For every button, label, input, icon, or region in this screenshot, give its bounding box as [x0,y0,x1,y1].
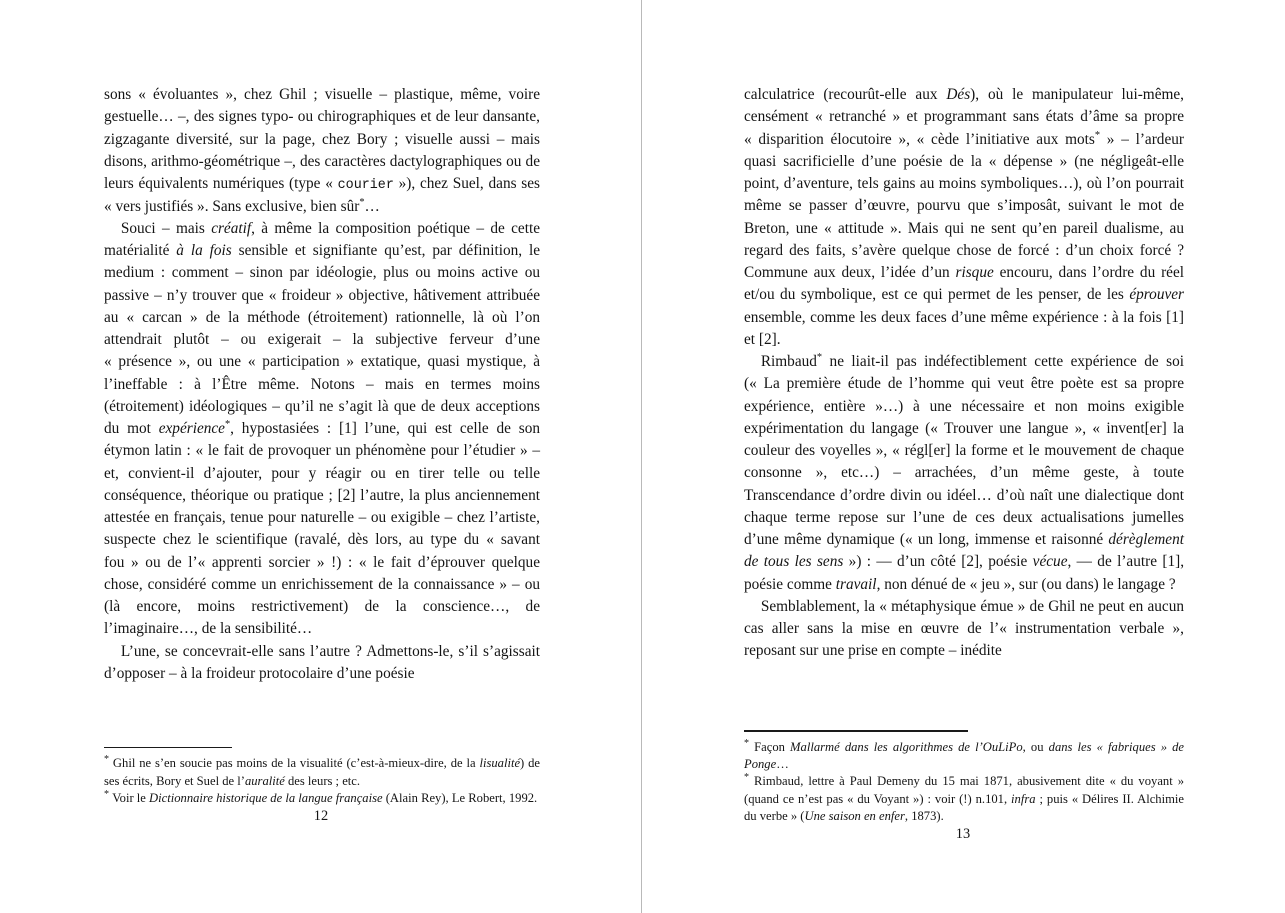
footnote-item: * Façon Mallarmé dans les algorithmes de l’OuLiPo, ou dans les « fabriques » de Ponge… [744,737,1185,772]
paragraph: sons « évoluantes », chez Ghil ; visuelle – plastique, même, voire gestuelle… –, des signes typo- ou chirographiques et de leur dansante, zigzagante diversité, sur la page, chez Bory ; visuelle aussi – mais disons, arithmo-géométrique –, des caractères dactylographiques ou de leurs équivalents numériques (type « courier »), chez Suel, dans ses « vers justifiés ». Sans exclusive, bien sûr*… [104,86,540,215]
left-footnotes [104,747,540,807]
footnote-item: * Rimbaud, lettre à Paul Demeny du 15 mai 1871, abusivement dite « du voyant » (quand ce n’est pas « du Voyant ») : voir (!) n.101, infra ; puis « Délires II. Alchimie du verbe » (Une saison en enfer, 1873). [744,772,1184,823]
left-text-column [104,84,540,685]
inline-monospace: courier [337,178,394,193]
footnote-ref[interactable]: * [1094,129,1101,141]
paragraph: Semblablement, la « métaphysique émue » de Ghil ne peut en aucun cas aller sans la mise en œuvre de l’« instrumentation verbale », reposant sur une prise en compte – inédite [744,597,1184,660]
footnote-ref[interactable]: * [816,351,823,363]
page-left [0,0,642,913]
footnote-item: * Voir le Dictionnaire historique de la langue française (Alain Rey), Le Robert, 1992. [104,788,538,805]
footnote-ref[interactable]: * [359,196,365,208]
footnote-rule [744,730,968,732]
footnote-rule [104,747,232,748]
paragraph: calculatrice (recourût-elle aux Dés), où le manipulateur lui-même, censément « retranché » et programmant sans états d’âme sa propre « disparition élocutoire », « cède l’initiative aux mots* » – l’ardeur quasi sacrificielle d’une poésie de la « dépense » (ne négligeât-elle point, d’aventure, tels gains au moins symboliques…), où l’on pourrait même se passer d’œuvre, pourvu que s’imposât, suivant le mot de Breton, une « attitude ». Mais qui ne sent qu’en pareil dualisme, au regard des faits, s’avère quelque chose de forcé : d’un choix forcé ? Commune aux deux, l’idée d’un risque encouru, dans l’ordre du réel et/ou du symbolique, est ce qui permet de les penser, de les éprouver ensemble, comme les deux faces d’une même expérience : à la fois [1] et [2]. [744,86,1184,348]
paragraph: Rimbaud* ne liait-il pas indéfectiblement cette expérience de soi (« La première étude de l’homme qui veut être poète est sa propre expérience, entière »…) à une nécessaire et non moins exigible expérimentation du langage (« Trouver une langue », « invent[er] la couleur des voyelles », « régl[er] la forme et le mouvement de chaque consonne », etc…) – arrachées, d’un même geste, à toute Transcendance d’ordre divin ou idéel… d’où naît une dialectique dont chaque terme repose sur l’une de ces deux actualisations jumelles d’une même dynamique (« un long, immense et raisonné dérèglement de tous les sens ») : — d’un côté [2], poésie vécue, — de l’autre [1], poésie comme travail, non dénué de « jeu », sur (ou dans) le langage ? [744,351,1185,593]
footnote-ref[interactable]: * [224,418,231,430]
paragraph: Souci – mais créatif, à même la composition poétique – de cette matérialité à la fois sensible et signifiante qu’est, par définition, le medium : comment – sinon par idéologie, plus ou moins active ou passive – n’y trouver que « froideur » objective, hâtivement attribuée au « carcan » de la méthode (étroitement) rationnelle, là où l’on attendrait plutôt – ou exigerait – la subjective ferveur d’une « présence », ou une « participation » extatique, quasi mystique, à l’ineffable : à l’Être même. Notons – mais en termes moins (étroitement) idéologiques – qu’il ne s’agit là que de deux acceptions du mot expérience*, hypostasiées : [1] l’une, qui est celle de son étymon latin : « le fait de provoquer un phénomène pour l’étudier » – et, convient-il d’ajouter, pour y réagir ou en tirer telle ou telle conséquence, théorique ou pratique ; [2] l’autre, la plus anciennement attestée en français, tenue pour naturelle – ou exigible – chez l’artiste, suspecte chez le scientifique (ravalé, dès lors, au type du « savant fou » ou de l’« apprenti sorcier » !) : « le fait d’éprouver quelque chose, considéré comme un enrichissement de la connaissance » – ou (là encore, moins restrictivement) de la conscience…, de l’imaginaire…, de la sensibilité… [104,219,541,638]
page-right [642,0,1284,913]
footnote-marker: * [744,772,750,784]
footnote-item: * Ghil ne s’en soucie pas moins de la visualité (c’est-à-mieux-dire, de la lisualité) de ses écrits, Bory et Suel de l’auralité des leurs ; etc. [104,754,541,788]
paragraph: L’une, se concevrait-elle sans l’autre ? Admettons-le, s’il s’agissait d’opposer – à la froideur protocolaire d’une poésie [104,642,540,682]
footnote-marker: * [104,754,110,766]
footnote-marker: * [744,737,750,749]
right-text-column [744,84,1184,663]
footnote-marker: * [104,788,110,800]
right-footnotes [744,730,1184,825]
page-number-right: 13 [955,826,971,842]
page-number-left: 12 [313,808,329,824]
